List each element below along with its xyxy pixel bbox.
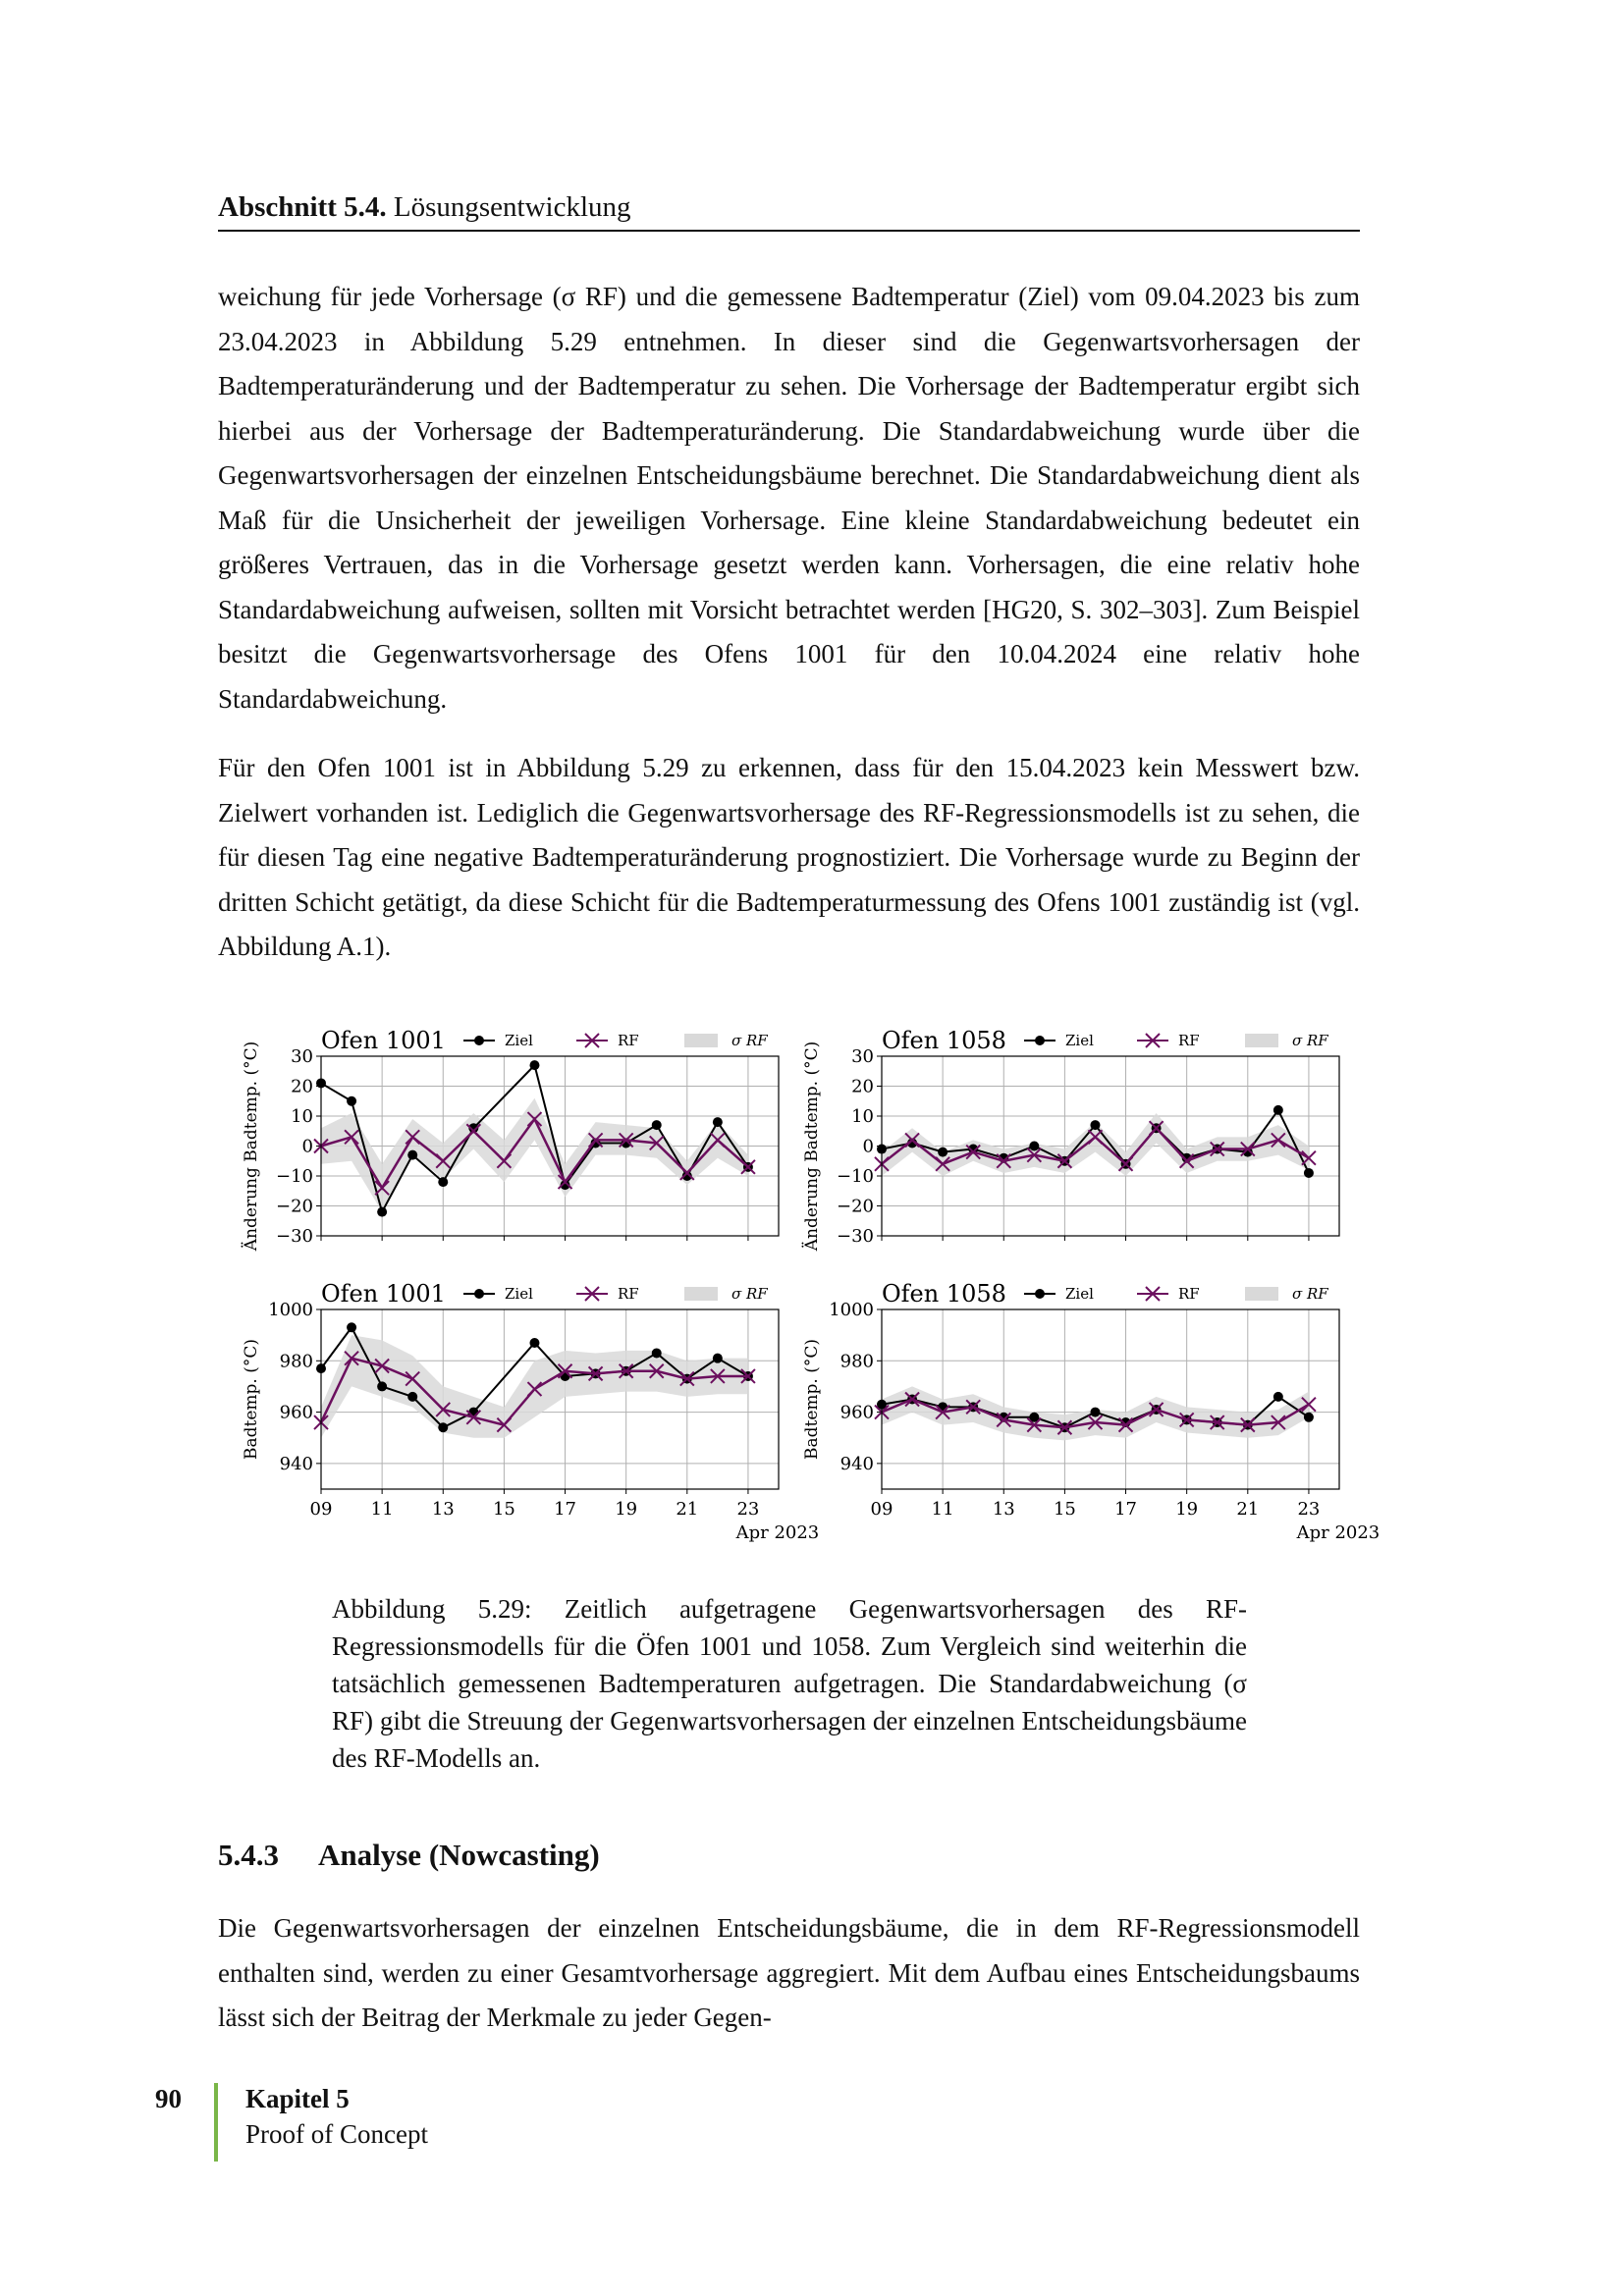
page-number: 90 xyxy=(155,2084,182,2113)
x-axis-note: Apr 2023 xyxy=(1296,1522,1380,1543)
paragraph-2: Für den Ofen 1001 ist in Abbildung 5.29 zu erkennen, dass für den 15.04.2023 kein Messwert bzw. Zielwert vorhanden ist. Lediglich die Gegenwartsvorhersage des RF-Regressionsmodells ist zu sehen, die für diesen Tag eine negative Badtemperaturänderung prognostiziert. Die Vorhersage wurde zu Beginn der dritten Schicht getätigt, da diese Schicht für die Badtemperaturmessung des Ofens 1001 zuständig ist (vgl. Abbildung A.1). xyxy=(218,753,1360,961)
x-tick-label: 09 xyxy=(309,1499,333,1520)
legend-ziel-marker xyxy=(1035,1289,1045,1299)
x-tick-label: 21 xyxy=(676,1499,699,1520)
ziel-point xyxy=(529,1338,539,1348)
legend-rf-label: RF xyxy=(1178,1285,1200,1303)
y-tick-label: 30 xyxy=(851,1046,874,1067)
y-axis-label: Badtemp. (°C) xyxy=(242,1339,261,1460)
ziel-point xyxy=(652,1348,662,1358)
ziel-point xyxy=(713,1117,723,1127)
y-tick-label: −10 xyxy=(837,1166,874,1187)
legend-rf-label: RF xyxy=(1178,1032,1200,1049)
ziel-point xyxy=(407,1392,417,1402)
y-tick-label: −30 xyxy=(276,1226,313,1247)
x-axis-note: Apr 2023 xyxy=(735,1522,820,1543)
ziel-point xyxy=(1273,1105,1283,1115)
footer-chapter-number: Kapitel 5 xyxy=(245,2084,350,2113)
x-tick-label: 15 xyxy=(1053,1499,1076,1520)
chart-title: Ofen 1001 xyxy=(321,1280,446,1308)
legend-sigma-label: σ RF xyxy=(1292,1285,1328,1303)
y-tick-label: 10 xyxy=(851,1106,874,1127)
legend-ziel-marker xyxy=(474,1289,484,1299)
paragraph-1: weichung für jede Vorhersage (σ RF) und die gemessene Badtemperatur (Ziel) vom 09.04.2023 bis zum 23.04.2023 in Abbildung 5.29 entnehmen. In dieser sind die Gegenwartsvorhersagen der Badtemperaturänderung und der Badtemperatur zu sehen. Die Vorhersage der Badtemperatur ergibt sich hierbei aus der Vorhersage der Badtemperaturänderung. Die Standardabweichung wurde über die Gegenwartsvorhersagen der einzelnen Entscheidungsbäume berechnet. Die Standardabweichung dient als Maß für die Unsicherheit der jeweiligen Vorhersage. Eine kleine Standardabweichung bedeutet ein größeres Vertrauen, das in die Vorhersage gesetzt werden kann. Vorhersagen, die eine relativ hohe Standardabweichung aufweisen, sollten mit Vorsicht betrachtet werden [HG20, S. 302–303]. Zum Beispiel besitzt die Gegenwartsvorhersage des Ofens 1001 für den 10.04.2024 eine relativ hohe Standardabweichung. xyxy=(218,282,1360,714)
legend-ziel-label: Ziel xyxy=(505,1285,533,1303)
legend-sigma-swatch xyxy=(1245,1034,1278,1047)
ziel-point xyxy=(1273,1392,1283,1402)
x-tick-label: 23 xyxy=(1297,1499,1321,1520)
footer-chapter xyxy=(245,2081,428,2152)
y-tick-label: 0 xyxy=(301,1136,313,1157)
chart-panel-1 xyxy=(241,1027,779,1252)
section-number: 5.4.3 xyxy=(218,1838,279,1872)
y-tick-label: 10 xyxy=(291,1106,313,1127)
x-tick-label: 13 xyxy=(992,1499,1015,1520)
running-header xyxy=(218,188,1360,232)
y-axis-label: Änderung Badtemp. (°C) xyxy=(802,1041,822,1252)
x-tick-label: 19 xyxy=(1175,1499,1199,1520)
y-tick-label: 980 xyxy=(279,1351,313,1372)
ziel-point xyxy=(1304,1413,1314,1422)
y-tick-label: −20 xyxy=(837,1196,874,1217)
y-tick-label: 940 xyxy=(839,1453,874,1474)
y-tick-label: 20 xyxy=(851,1076,874,1097)
ziel-point xyxy=(438,1422,448,1432)
y-tick-label: 0 xyxy=(862,1136,874,1157)
x-tick-label: 17 xyxy=(1114,1499,1137,1520)
ziel-point xyxy=(938,1148,947,1157)
section-title: Analyse (Nowcasting) xyxy=(318,1838,600,1872)
x-tick-label: 19 xyxy=(615,1499,638,1520)
ziel-point xyxy=(1090,1408,1100,1417)
ziel-point xyxy=(1304,1168,1314,1178)
figure-svg xyxy=(231,1011,1380,1561)
y-tick-label: 1000 xyxy=(268,1300,313,1320)
ziel-point xyxy=(713,1354,723,1363)
ziel-point xyxy=(347,1322,356,1332)
legend-sigma-swatch xyxy=(684,1287,718,1301)
legend-ziel-label: Ziel xyxy=(505,1032,533,1049)
ziel-point xyxy=(1090,1120,1100,1130)
y-axis-label: Änderung Badtemp. (°C) xyxy=(242,1041,261,1252)
ziel-point xyxy=(529,1060,539,1070)
x-tick-label: 21 xyxy=(1236,1499,1260,1520)
y-tick-label: 940 xyxy=(279,1453,313,1474)
y-tick-label: −20 xyxy=(276,1196,313,1217)
legend-sigma-label: σ RF xyxy=(731,1032,768,1049)
footer-divider xyxy=(214,2083,218,2162)
sigma-rf-band xyxy=(321,1098,748,1212)
chart-title: Ofen 1058 xyxy=(882,1027,1006,1054)
chart-panel-3 xyxy=(242,1280,819,1543)
x-tick-label: 17 xyxy=(554,1499,576,1520)
section-heading xyxy=(218,1836,600,1875)
header-title: Lösungsentwicklung xyxy=(393,191,631,223)
y-tick-label: −30 xyxy=(837,1226,874,1247)
chart-title: Ofen 1058 xyxy=(882,1280,1006,1308)
legend-ziel-marker xyxy=(1035,1036,1045,1045)
x-tick-label: 13 xyxy=(431,1499,455,1520)
x-tick-label: 09 xyxy=(870,1499,893,1520)
ziel-point xyxy=(377,1381,387,1391)
chart-panel-4 xyxy=(802,1280,1380,1543)
ziel-point xyxy=(347,1096,356,1106)
chart-title: Ofen 1001 xyxy=(321,1027,446,1054)
ziel-point xyxy=(407,1150,417,1160)
ziel-point xyxy=(1029,1142,1039,1151)
y-tick-label: −10 xyxy=(276,1166,313,1187)
x-tick-label: 11 xyxy=(931,1499,954,1520)
figure-caption: Abbildung 5.29: Zeitlich aufgetragene Gegenwartsvorhersagen des RF-Regressionsmodells für die Öfen 1001 und 1058. Zum Vergleich sind weiterhin die tatsächlich gemessenen Badtemperaturen aufgetragen. Die Standardabweichung (σ RF) gibt die Streuung der Gegenwartsvorhersagen der einzelnen Entscheidungsbäume des RF-Modells an. xyxy=(332,1594,1247,1773)
legend-rf-label: RF xyxy=(618,1032,639,1049)
legend-rf-label: RF xyxy=(618,1285,639,1303)
chart-panel-2 xyxy=(801,1027,1339,1252)
legend-sigma-swatch xyxy=(684,1034,718,1047)
y-tick-label: 980 xyxy=(839,1351,874,1372)
y-tick-label: 20 xyxy=(291,1076,313,1097)
legend-sigma-label: σ RF xyxy=(731,1285,768,1303)
y-tick-label: 960 xyxy=(839,1402,874,1423)
x-tick-label: 11 xyxy=(370,1499,394,1520)
header-section: Abschnitt 5.4. xyxy=(218,191,387,223)
legend-sigma-swatch xyxy=(1245,1287,1278,1301)
ziel-point xyxy=(377,1207,387,1217)
x-tick-label: 15 xyxy=(492,1499,515,1520)
legend-ziel-label: Ziel xyxy=(1065,1285,1094,1303)
y-tick-label: 1000 xyxy=(829,1300,874,1320)
y-tick-label: 960 xyxy=(279,1402,313,1423)
paragraph-3: Die Gegenwartsvorhersagen der einzelnen Entscheidungsbäume, die in dem RF-Regressionsmodell enthalten sind, werden zu einer Gesamtvorhersage aggregiert. Mit dem Aufbau eines Entscheidungsbaums lässt sich der Beitrag der Merkmale zu jeder Gegen- xyxy=(218,1913,1360,2032)
x-tick-label: 23 xyxy=(736,1499,760,1520)
legend-sigma-label: σ RF xyxy=(1292,1032,1328,1049)
figure-5-29 xyxy=(231,1011,1380,1561)
ziel-point xyxy=(652,1120,662,1130)
footer-chapter-title: Proof of Concept xyxy=(245,2119,428,2149)
y-axis-label: Badtemp. (°C) xyxy=(802,1339,822,1460)
y-tick-label: 30 xyxy=(291,1046,313,1067)
legend-ziel-marker xyxy=(474,1036,484,1045)
legend-ziel-label: Ziel xyxy=(1065,1032,1094,1049)
ziel-point xyxy=(438,1177,448,1187)
